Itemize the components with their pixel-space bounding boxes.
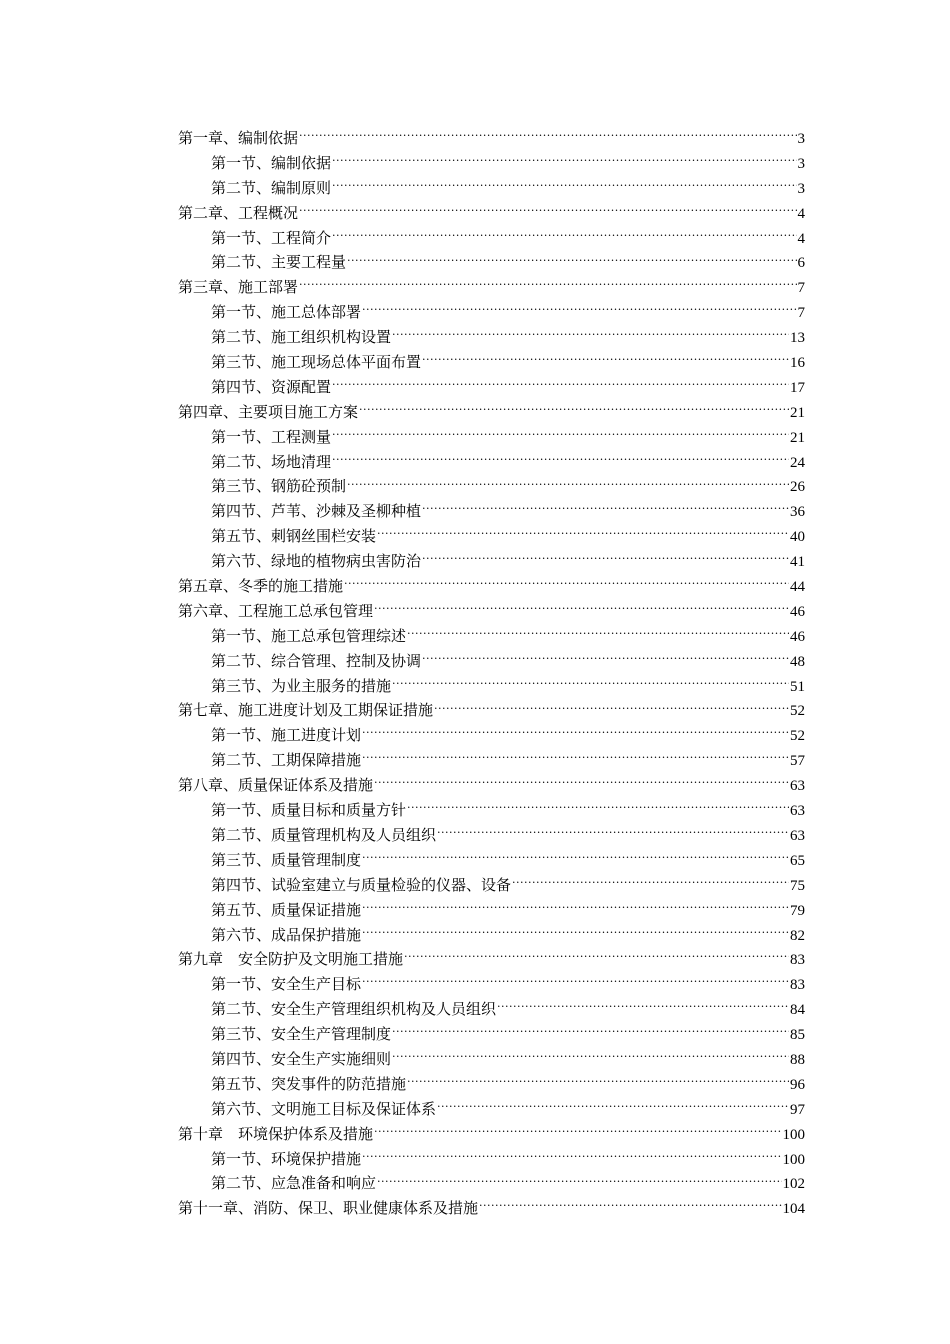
toc-dot-leader xyxy=(332,153,796,168)
toc-entry-title: 第二节、编制原则 xyxy=(211,178,332,197)
toc-section-entry[interactable] xyxy=(178,997,805,1022)
toc-page-number: 102 xyxy=(782,1176,805,1193)
toc-entry-title: 第九章 安全防护及文明施工措施 xyxy=(178,950,404,969)
toc-dot-leader xyxy=(362,750,789,765)
toc-entry-title: 第一节、安全生产目标 xyxy=(211,975,362,994)
toc-section-entry[interactable] xyxy=(178,226,805,251)
toc-chapter-entry[interactable] xyxy=(178,201,805,226)
toc-entry-title: 第四节、试验室建立与质量检验的仪器、设备 xyxy=(211,875,512,894)
toc-page-number: 24 xyxy=(790,454,805,471)
toc-section-entry[interactable] xyxy=(178,151,805,176)
toc-entry-title: 第六章、工程施工总承包管理 xyxy=(178,601,374,620)
toc-dot-leader xyxy=(392,1049,789,1064)
toc-entry-title: 第二节、工期保障措施 xyxy=(211,751,362,770)
toc-section-entry[interactable] xyxy=(178,549,805,574)
toc-page-number: 63 xyxy=(790,778,805,795)
toc-entry-title: 第二节、应急准备和响应 xyxy=(211,1174,377,1193)
toc-entry-title: 第三章、施工部署 xyxy=(178,278,299,297)
toc-entry-title: 第三节、钢筋砼预制 xyxy=(211,477,347,496)
toc-section-entry[interactable] xyxy=(178,624,805,649)
toc-entry-title: 第五节、质量保证措施 xyxy=(211,900,362,919)
toc-dot-leader xyxy=(374,601,789,616)
toc-section-entry[interactable] xyxy=(178,1022,805,1047)
toc-entry-title: 第六节、文明施工目标及保证体系 xyxy=(211,1099,437,1118)
toc-dot-leader xyxy=(332,452,789,467)
toc-page-number: 4 xyxy=(797,230,805,247)
toc-dot-leader xyxy=(362,302,796,317)
toc-dot-leader xyxy=(332,377,789,392)
toc-dot-leader xyxy=(404,949,789,964)
toc-page-number: 3 xyxy=(797,131,805,147)
toc-section-entry[interactable] xyxy=(178,848,805,873)
toc-page-number: 88 xyxy=(790,1051,805,1068)
toc-dot-leader xyxy=(362,850,789,865)
toc-section-entry[interactable] xyxy=(178,823,805,848)
toc-chapter-entry[interactable] xyxy=(178,698,805,723)
toc-entry-title: 第二节、施工组织机构设置 xyxy=(211,328,392,347)
toc-section-entry[interactable] xyxy=(178,748,805,773)
toc-page-number: 3 xyxy=(797,155,805,172)
toc-page-number: 51 xyxy=(790,678,805,695)
toc-entry-title: 第五节、突发事件的防范措施 xyxy=(211,1074,407,1093)
toc-dot-leader xyxy=(362,974,789,989)
toc-page-number: 46 xyxy=(790,603,805,620)
toc-page-number: 17 xyxy=(790,379,805,396)
toc-entry-title: 第一节、编制依据 xyxy=(211,153,332,172)
toc-entry-title: 第一节、工程测量 xyxy=(211,427,332,446)
toc-section-entry[interactable] xyxy=(178,350,805,375)
toc-section-entry[interactable] xyxy=(178,674,805,699)
toc-section-entry[interactable] xyxy=(178,176,805,201)
toc-page-number: 82 xyxy=(790,927,805,944)
toc-entry-title: 第六节、绿地的植物病虫害防治 xyxy=(211,552,422,571)
toc-section-entry[interactable] xyxy=(178,1147,805,1172)
toc-dot-leader xyxy=(347,252,796,267)
toc-page-number: 7 xyxy=(797,305,805,322)
toc-entry-title: 第四节、安全生产实施细则 xyxy=(211,1049,392,1068)
toc-entry-title: 第八章、质量保证体系及措施 xyxy=(178,776,374,795)
toc-dot-leader xyxy=(332,228,796,243)
toc-dot-leader xyxy=(422,551,789,566)
toc-dot-leader xyxy=(434,700,789,715)
toc-dot-leader xyxy=(497,999,789,1014)
toc-dot-leader xyxy=(362,1149,781,1164)
toc-dot-leader xyxy=(374,775,789,790)
toc-page-number: 36 xyxy=(790,504,805,521)
toc-dot-leader xyxy=(377,526,789,541)
toc-page-number: 16 xyxy=(790,355,805,372)
toc-chapter-entry[interactable] xyxy=(178,1122,805,1147)
toc-entry-title: 第二节、主要工程量 xyxy=(211,253,347,272)
toc-section-entry[interactable] xyxy=(178,499,805,524)
toc-entry-title: 第一节、工程简介 xyxy=(211,228,332,247)
toc-entry-title: 第十章 环境保护体系及措施 xyxy=(178,1124,374,1143)
toc-entry-title: 第一节、施工进度计划 xyxy=(211,726,362,745)
toc-page-number: 4 xyxy=(797,205,805,222)
toc-page-number: 79 xyxy=(790,902,805,919)
toc-chapter-entry[interactable] xyxy=(178,599,805,624)
toc-section-entry[interactable] xyxy=(178,474,805,499)
toc-section-entry[interactable] xyxy=(178,798,805,823)
toc-dot-leader xyxy=(437,1099,789,1114)
toc-section-entry[interactable] xyxy=(178,375,805,400)
toc-page-number: 96 xyxy=(790,1076,805,1093)
toc-chapter-entry[interactable] xyxy=(178,574,805,599)
toc-dot-leader xyxy=(422,501,789,516)
toc-entry-title: 第四节、芦苇、沙棘及圣柳种植 xyxy=(211,502,422,521)
toc-entry-title: 第一节、施工总承包管理综述 xyxy=(211,626,407,645)
toc-page-number: 26 xyxy=(790,479,805,496)
toc-dot-leader xyxy=(344,576,789,591)
toc-page-number: 63 xyxy=(790,827,805,844)
toc-dot-leader xyxy=(377,1173,781,1188)
toc-page-number: 104 xyxy=(782,1201,805,1218)
toc-entry-title: 第五节、刺钢丝围栏安装 xyxy=(211,527,377,546)
toc-chapter-entry[interactable] xyxy=(178,773,805,798)
toc-dot-leader xyxy=(347,476,789,491)
toc-dot-leader xyxy=(407,1074,789,1089)
toc-section-entry[interactable] xyxy=(178,1047,805,1072)
toc-entry-title: 第三节、安全生产管理制度 xyxy=(211,1025,392,1044)
toc-section-entry[interactable] xyxy=(178,524,805,549)
toc-dot-leader xyxy=(512,875,789,890)
toc-page-number: 13 xyxy=(790,330,805,347)
toc-page-number: 40 xyxy=(790,529,805,546)
toc-entry-title: 第四节、资源配置 xyxy=(211,377,332,396)
toc-section-entry[interactable] xyxy=(178,300,805,325)
toc-dot-leader xyxy=(479,1198,781,1213)
toc-dot-leader xyxy=(332,178,796,193)
toc-page-number: 83 xyxy=(790,977,805,994)
toc-dot-leader xyxy=(359,402,789,417)
toc-dot-leader xyxy=(299,277,796,292)
toc-dot-leader xyxy=(392,327,789,342)
toc-chapter-entry[interactable] xyxy=(178,126,805,151)
toc-section-entry[interactable] xyxy=(178,1097,805,1122)
toc-section-entry[interactable] xyxy=(178,425,805,450)
toc-entry-title: 第一节、环境保护措施 xyxy=(211,1149,362,1168)
toc-entry-title: 第二节、综合管理、控制及协调 xyxy=(211,651,422,670)
toc-page-number: 6 xyxy=(797,255,805,272)
toc-entry-title: 第二节、场地清理 xyxy=(211,452,332,471)
toc-section-entry[interactable] xyxy=(178,723,805,748)
toc-chapter-entry[interactable] xyxy=(178,1196,805,1221)
toc-entry-title: 第七章、施工进度计划及工期保证措施 xyxy=(178,701,434,720)
toc-page-number: 7 xyxy=(797,280,805,297)
toc-page-number: 21 xyxy=(790,429,805,446)
toc-page-number: 85 xyxy=(790,1027,805,1044)
toc-page-number: 100 xyxy=(782,1151,805,1168)
toc-dot-leader xyxy=(362,900,789,915)
toc-entry-title: 第一节、施工总体部署 xyxy=(211,303,362,322)
toc-section-entry[interactable] xyxy=(178,649,805,674)
toc-section-entry[interactable] xyxy=(178,972,805,997)
toc-entry-title: 第十一章、消防、保卫、职业健康体系及措施 xyxy=(178,1199,479,1218)
toc-section-entry[interactable] xyxy=(178,898,805,923)
toc-section-entry[interactable] xyxy=(178,1072,805,1097)
toc-page-number: 44 xyxy=(790,579,805,596)
toc-page-number: 100 xyxy=(782,1126,805,1143)
toc-entry-title: 第二章、工程概况 xyxy=(178,203,299,222)
toc-section-entry[interactable] xyxy=(178,923,805,948)
toc-dot-leader xyxy=(299,128,796,143)
toc-section-entry[interactable] xyxy=(178,873,805,898)
toc-dot-leader xyxy=(332,427,789,442)
toc-page-number: 21 xyxy=(790,404,805,421)
toc-page-number: 84 xyxy=(790,1002,805,1019)
toc-entry-title: 第三节、施工现场总体平面布置 xyxy=(211,353,422,372)
toc-entry-title: 第一节、质量目标和质量方针 xyxy=(211,801,407,820)
toc-dot-leader xyxy=(407,626,789,641)
toc-entry-title: 第三节、质量管理制度 xyxy=(211,850,362,869)
toc-section-entry[interactable] xyxy=(178,450,805,475)
toc-entry-title: 第四章、主要项目施工方案 xyxy=(178,402,359,421)
toc-page-number: 57 xyxy=(790,753,805,770)
toc-chapter-entry[interactable] xyxy=(178,400,805,425)
toc-entry-title: 第二节、安全生产管理组织机构及人员组织 xyxy=(211,1000,497,1019)
toc-page-number: 48 xyxy=(790,653,805,670)
toc-dot-leader xyxy=(392,676,789,691)
toc-page-number: 63 xyxy=(790,803,805,820)
toc-dot-leader xyxy=(422,352,789,367)
toc-dot-leader xyxy=(362,925,789,940)
toc-entry-title: 第六节、成品保护措施 xyxy=(211,925,362,944)
toc-dot-leader xyxy=(362,725,789,740)
toc-page-number: 97 xyxy=(790,1101,805,1118)
toc-page-number: 52 xyxy=(790,703,805,720)
toc-dot-leader xyxy=(422,651,789,666)
toc-section-entry[interactable] xyxy=(178,1171,805,1196)
toc-dot-leader xyxy=(437,825,789,840)
toc-section-entry[interactable] xyxy=(178,325,805,350)
toc-chapter-entry[interactable] xyxy=(178,947,805,972)
toc-entry-title: 第一章、编制依据 xyxy=(178,129,299,147)
toc-page-number: 52 xyxy=(790,728,805,745)
toc-page-number: 41 xyxy=(790,554,805,571)
toc-section-entry[interactable] xyxy=(178,250,805,275)
toc-page-number: 75 xyxy=(790,877,805,894)
toc-entry-title: 第二节、质量管理机构及人员组织 xyxy=(211,825,437,844)
toc-chapter-entry[interactable] xyxy=(178,275,805,300)
toc-dot-leader xyxy=(407,800,789,815)
toc-dot-leader xyxy=(392,1024,789,1039)
toc-entry-title: 第五章、冬季的施工措施 xyxy=(178,577,344,596)
toc-page-number: 83 xyxy=(790,952,805,969)
toc-dot-leader xyxy=(299,203,796,218)
toc-page-number: 65 xyxy=(790,852,805,869)
table-of-contents xyxy=(178,126,805,1221)
toc-page-number: 46 xyxy=(790,628,805,645)
toc-page-number: 3 xyxy=(797,180,805,197)
toc-entry-title: 第三节、为业主服务的措施 xyxy=(211,676,392,695)
toc-dot-leader xyxy=(374,1124,781,1139)
